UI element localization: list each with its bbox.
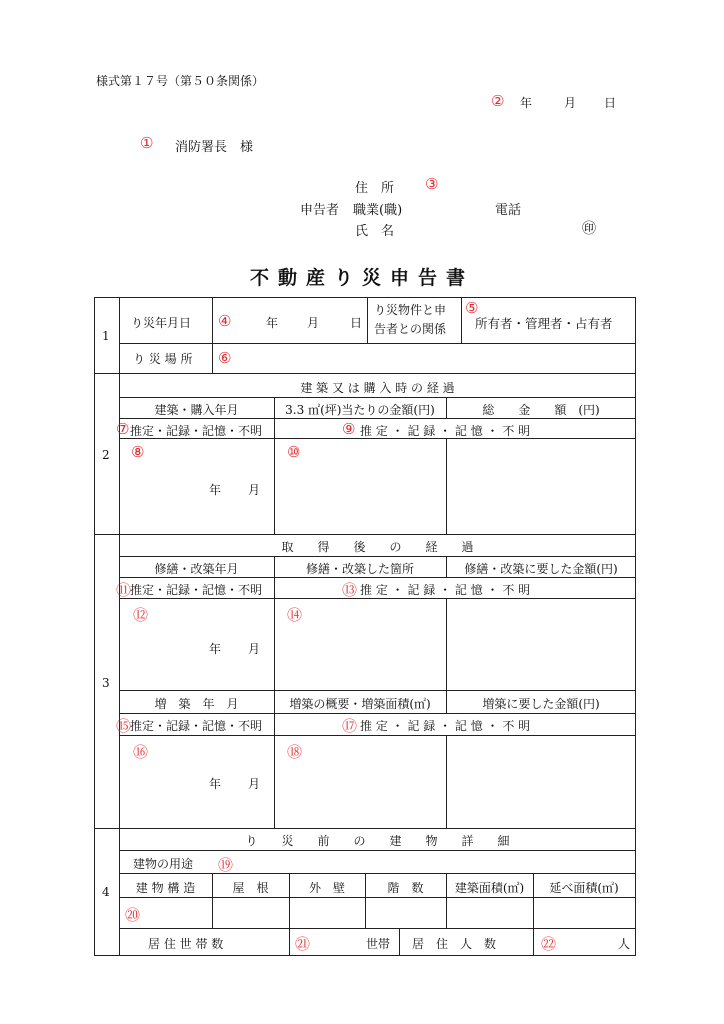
repair-date-circled-number: ⑫ [133, 606, 149, 624]
repair-location-header: 修繕・改築した箇所 [305, 562, 414, 576]
outer-wall-label: 外 壁 [308, 881, 345, 895]
estimate-3-options: 推定・記録・記憶・不明 [130, 583, 263, 597]
section-3-heading: 取 得 後 の 経 過 [281, 540, 474, 554]
form-number: 様式第１７号（第５０条関係） [96, 74, 265, 88]
estimate-4-circled-number: ⑬ [342, 581, 358, 599]
building-use-label: 建物の用途 [133, 857, 194, 871]
date-month-label: 月 [564, 96, 577, 110]
damage-place-circled-number: ⑥ [218, 349, 232, 367]
repair-date-header: 修繕・改築年月 [154, 562, 239, 576]
section-4-heading: り 災 前 の 建 物 詳 細 [245, 834, 510, 848]
repair-year-label: 年 [209, 642, 222, 656]
date-year-label: 年 [520, 96, 533, 110]
damage-date-day: 日 [350, 316, 363, 330]
section-3-number: 3 [102, 676, 110, 690]
unit-price-header: 3.3 ㎡(坪)当たりの金額(円) [285, 403, 435, 417]
extension-date-circled-number: ⑯ [133, 743, 149, 761]
building-use-circled-number: ⑲ [218, 856, 234, 874]
total-amount-header: 総 金 額 (円) [482, 403, 600, 417]
extension-summary-circled-number: ⑱ [287, 743, 303, 761]
address-circled-number: ③ [425, 175, 439, 193]
page-title: 不動産り災申告書 [249, 267, 474, 289]
building-structure-label: 建 物 構 造 [135, 881, 196, 895]
estimate-3-circled-number: ⑪ [116, 581, 132, 599]
estimate-6-options: 推 定 ・ 記 録 ・ 記 憶 ・ 不 明 [360, 719, 531, 733]
building-area-label: 建築面積(㎡) [454, 881, 525, 895]
repair-amount-header: 修繕・改築に要した金額(円) [464, 562, 618, 576]
occupation-label: 職業(職) [353, 203, 403, 218]
damage-date-circled-number: ④ [218, 312, 232, 330]
address-label: 住 所 [355, 181, 395, 196]
total-floor-area-label: 延べ面積(㎡) [549, 881, 619, 895]
building-structure-circled-number: ⑳ [125, 906, 141, 924]
damage-place-label: り 災 場 所 [133, 352, 193, 366]
residents-circled-number: ㉒ [541, 935, 557, 953]
section-2-heading: 建 築 又 は 購 入 時 の 経 過 [300, 381, 455, 395]
seal-mark: ㊞ [582, 221, 596, 237]
households-label: 居 住 世 帯 数 [148, 937, 224, 951]
addressee: 消防署長 様 [175, 140, 254, 155]
extension-month-label: 月 [248, 777, 261, 791]
addressee-circled-number: ① [140, 134, 154, 152]
extension-amount-header: 増築に要した金額(円) [482, 697, 600, 711]
purchase-date-circled-number: ⑧ [131, 443, 145, 461]
relation-value: 所有者・管理者・占有者 [475, 316, 613, 331]
purchase-month-label: 月 [248, 483, 261, 497]
section-2-number: 2 [102, 448, 110, 462]
relation-label-line2: 告者との関係 [374, 322, 447, 336]
estimate-2-circled-number: ⑨ [342, 420, 356, 438]
name-label: 氏 名 [355, 224, 395, 239]
damage-date-label: り災年月日 [131, 316, 192, 330]
estimate-1-options: 推定・記録・記憶・不明 [130, 424, 263, 438]
estimate-4-options: 推 定 ・ 記 録 ・ 記 憶 ・ 不 明 [360, 583, 531, 597]
repair-month-label: 月 [248, 642, 261, 656]
estimate-6-circled-number: ⑰ [342, 717, 358, 735]
extension-date-header: 増 築 年 月 [154, 697, 239, 711]
estimate-5-circled-number: ⑮ [116, 717, 132, 735]
relation-label-line1: り災物件と申 [374, 303, 447, 317]
date-day-label: 日 [604, 96, 617, 110]
roof-label: 屋 根 [232, 881, 269, 895]
households-circled-number: ㉑ [295, 935, 311, 953]
relation-circled-number: ⑤ [465, 299, 479, 317]
damage-date-month: 月 [307, 316, 320, 330]
estimate-1-circled-number: ⑦ [116, 420, 130, 438]
estimate-2-options: 推 定 ・ 記 録 ・ 記 憶 ・ 不 明 [360, 424, 531, 438]
purchase-year-label: 年 [209, 483, 222, 497]
households-unit: 世帯 [366, 937, 391, 951]
extension-year-label: 年 [209, 777, 222, 791]
repair-location-circled-number: ⑭ [287, 606, 303, 624]
unit-price-circled-number: ⑩ [287, 443, 301, 461]
declarant-label: 申告者 [300, 203, 340, 218]
date-circled-number: ② [491, 92, 505, 110]
residents-unit: 人 [618, 937, 631, 951]
estimate-5-options: 推定・記録・記憶・不明 [130, 719, 263, 733]
floors-label: 階 数 [387, 881, 424, 895]
section-1-number: 1 [102, 329, 110, 343]
section-4-number: 4 [102, 885, 110, 899]
damage-date-year: 年 [266, 316, 279, 330]
residents-label: 居 住 人 数 [412, 937, 497, 951]
extension-summary-header: 増築の概要・増築面積(㎡) [289, 697, 431, 711]
phone-label: 電話 [495, 203, 522, 218]
purchase-date-header: 建築・購入年月 [154, 403, 239, 417]
